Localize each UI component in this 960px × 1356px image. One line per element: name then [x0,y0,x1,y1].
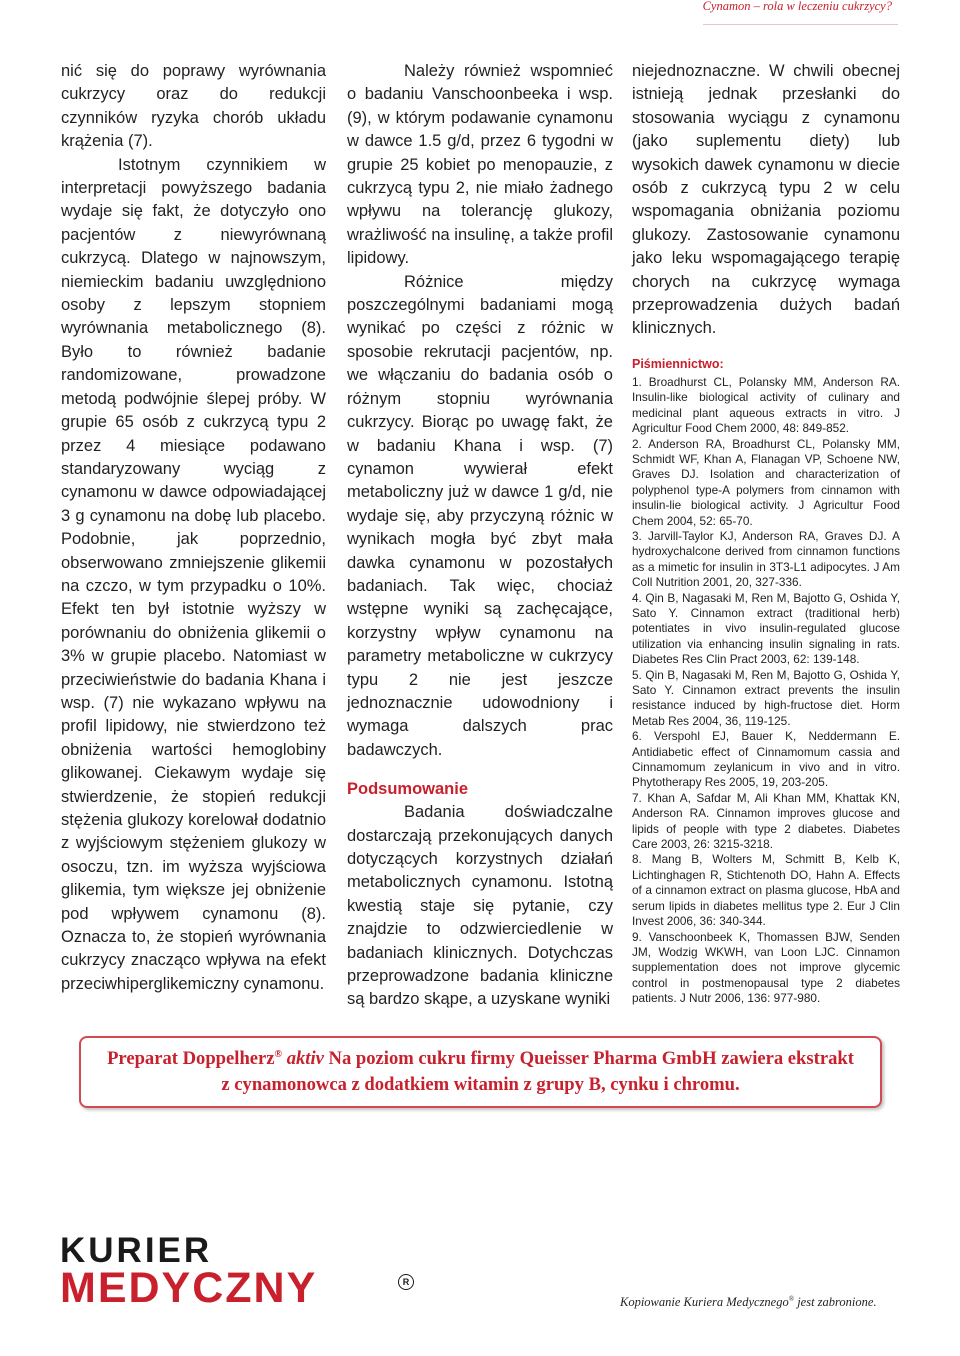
article-column-3 [632,60,900,1007]
kurier-medyczny-logo [60,1232,420,1312]
product-info-box [79,1036,882,1108]
logo-line-2: MEDYCZNY [60,1264,318,1312]
reference-item: 1. Broadhurst CL, Polansky MM, Anderson RA. Insulin-like biological activity of culinary and medicinal plant aqueous extracts in vitro. J Agricultur Food Chem 2000, 48: 849-852. [632,374,900,436]
copyright-text-end: jest zabronione. [797,1295,877,1310]
paragraph: niejednoznaczne. W chwili obecnej istnieją jednak przesłanki do stosowania wyciągu z cynamonu (jako suplementu diety) lub wysokich dawek cynamonu w diecie osób z cukrzycą typu 2 w celu wspomagania obniżania poziomu glukozy. Zastosowanie cynamonu jako leku wspomagającego terapię chorych na cukrzycę wymaga przeprowadzenia dużych badań klinicznych. [632,62,900,338]
reference-item: 2. Anderson RA, Broadhurst CL, Polansky MM, Schmidt WF, Khan A, Flanagan VP, Schoene NW, Graves DJ. Isolation and characterization of polyphenol type-A polymers from cinnamon with insulin-lie biological activity. J Agricultur Food Chem 2004, 52: 65-70. [632,436,900,528]
paragraph: nić się do poprawy wyrównania cukrzycy oraz do redukcji czynników ryzyka chorób układu krążenia (7). [61,62,326,151]
copyright-text-start: Kopiowanie Kuriera Medycznego [620,1295,789,1310]
reference-item: 8. Mang B, Wolters M, Schmitt B, Kelb K, Lichtinghagen R, Stichtenoth DO, Hahn A. Effects of a cinnamon extract on plasma glucose, HbA and serum lipids in diabetes mellitus type 2. Eur J Clin Invest 2006, 36: 340-344. [632,852,900,929]
references-heading: Piśmiennictwo: [632,356,724,371]
paragraph: Różnice między poszczególnymi badaniami mogą wynikać po części z różnic w sposobie rekrutacji pacjentów, np. we włączaniu do badania osób o różnym stopniu wyrównania cukrzycy. Biorąc po uwagę fakt, że w badaniu Khana i wsp. (7) cynamon wywierał efekt metaboliczny już w dawce 1 g/d, nie wydaje się, aby przyczyną różnic w wynikach mogła być zbyt mała dawka cynamonu w pozostałych badaniach. Tak więc, chociaż wstępne wyniki są zachęcające, korzystny wpływ cynamonu na parametry metaboliczne w cukrzycy typu 2 nie jest jeszcze jednoznacznie udowodniony i wymaga dalszych prac badawczych. [347,272,613,759]
registered-mark: ® [274,1048,283,1060]
registered-icon: R [398,1274,414,1290]
logo-line-1: KURIER [60,1231,213,1270]
summary-heading: Podsumowanie [347,780,469,799]
registered-mark: ® [788,1295,795,1303]
product-brand: aktiv [286,1048,324,1069]
reference-item: 4. Qin B, Nagasaki M, Ren M, Bajotto G, Oshida Y, Sato Y. Cinnamon extract (traditional herb) potentiates in vivo insulin-regulated glucose utilization via enhancing insulin signaling in rats. Diabetes Res Clin Pract 2003, 62: 139-148. [632,590,900,667]
reference-item: 7. Khan A, Safdar M, Ali Khan MM, Khattak KN, Anderson RA. Cinnamon improves glucose and lipids of people with type 2 diabetes. Diabetes Care 2003, 26: 3215-3218. [632,790,900,852]
paragraph: Istotnym czynnikiem w interpretacji powyższego badania wydaje się fakt, że dotyczyło ono pacjentów z niewyrównaną cukrzycą. Dlatego w najnowszym, niemieckim badaniu uwzględniono osoby z lepszym stopniem wyrównania metabolicznego (8). Było to również badanie randomizowane, prowadzone metodą podwójnie ślepej próby. W grupie 65 osób z cukrzycą typu 2 przez 4 miesiące podawano standaryzowany wyciąg z cynamonu w dawce odpowiadającej 3 g cynamonu na dobę lub placebo. Podobnie, jak poprzednio, obserwowano zmniejszenie glikemii na czczo, w tym przypadku o 10%. Efekt ten był istotnie wyższy w porównaniu do obniżenia glikemii o 3% w grupie placebo. Natomiast w przeciwieństwie do badania Khana i wsp. (7) nie wykazano wpływu na profil lipidowy, nie stwierdzono też obniżenia wartości hemoglobiny glikowanej. Ciekawym wydaje się stwierdzenie, że stopień redukcji stężenia glukozy korelował dodatnio z wyjściowym stężeniem glukozy w osoczu, tzn. im wyższa wyjściowa glikemia, tym większe jej obniżenie pod wpływem cynamonu (8). Oznacza to, że stopień wyrównania cukrzycy znacząco wpływa na efekt przeciwhiperglikemiczny cynamonu. [61,155,326,993]
reference-item: 3. Jarvill-Taylor KJ, Anderson RA, Graves DJ. A hydroxychalcone derived from cinnamon functions as a mimetic for insulin in 3T3-L1 adipocytes. J Am Coll Nutrition 2001, 20, 327-336. [632,528,900,590]
copyright-notice [620,1295,877,1310]
paragraph: Badania doświadczalne dostarczają przekonujących danych dotyczących korzystnych działań metabolicznych cynamonu. Istotną kwestią staje się pytanie, czy znajdzie to odzwierciedlenie w badaniach klinicznych. Dotychczas przeprowadzone badania kliniczne są bardzo skąpe, a uzyskane wyniki [347,803,613,1009]
references-list [632,375,900,1007]
paragraph: Należy również wspomnieć o badaniu Vanschoonbeeka i wsp. (9), w którym podawanie cynamonu w dawce 1.5 g/d, przez 6 tygodni w grupie 25 kobiet po menopauzie, z cukrzycą typu 2, nie miało żadnego wpływu na tolerancję glukozy, wrażliwość na insulinę, a także profil lipidowy. [347,62,613,268]
reference-item: 5. Qin B, Nagasaki M, Ren M, Bajotto G, Oshida Y, Sato Y. Cinnamon extract prevents the insulin resistance induced by high-fructose diet. Horm Metab Res 2004, 36, 119-125. [632,667,900,728]
product-info-line-1 [107,1046,854,1072]
article-column-1 [61,60,326,996]
product-text-end: Na poziom cukru firmy Queisser Pharma GmbH zawiera ekstrakt [328,1048,854,1069]
product-text-start: Preparat Doppelherz [107,1048,275,1069]
reference-item: 6. Verspohl EJ, Bauer K, Neddermann E. Antidiabetic effect of Cinnamomum cassia and Cinnamomum zeylanicum in vivo and in vitro. Phytotherapy Res 2005, 19, 203-205. [632,729,900,790]
article-column-2 [347,60,613,1012]
reference-item: 9. Vanschoonbeek K, Thomassen BJW, Senden JM, Wodzig WKWH, van Loon LJC. Cinnamon supplementation does not improve glycemic control in postmenopausal type 2 diabetes patients. J Nutr 2006, 136: 977-980. [632,929,900,1006]
running-header: Cynamon – rola w leczeniu cukrzycy? [703,0,898,25]
product-info-line-2: z cynamonowca z dodatkiem witamin z grupy B, cynku i chromu. [221,1074,740,1095]
